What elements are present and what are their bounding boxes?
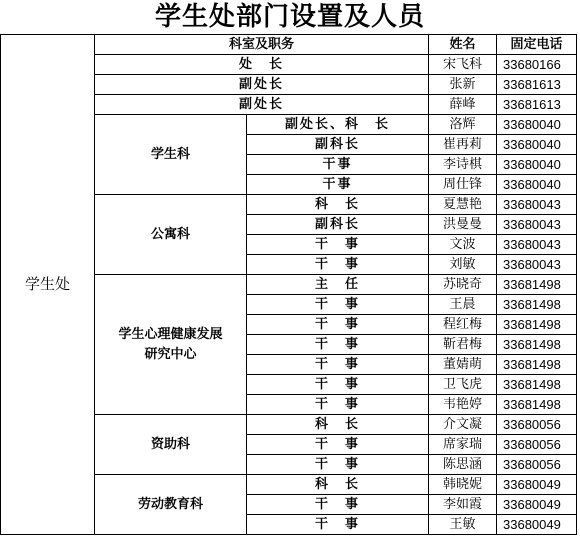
name-cell: 崔再莉: [429, 135, 497, 155]
position-cell: 干 事: [247, 495, 429, 515]
position-cell: 主 任: [247, 275, 429, 295]
section-name-cell: 劳动教育科: [95, 475, 247, 535]
position-cell: 副处长、科 长: [247, 115, 429, 135]
position-cell: 科 长: [247, 415, 429, 435]
page-title: 学生处部门设置及人员: [154, 2, 425, 32]
position-cell: 干事: [247, 175, 429, 195]
position-cell: 科 长: [247, 475, 429, 495]
name-cell: 靳君梅: [429, 335, 497, 355]
position-cell: 干 事: [247, 295, 429, 315]
phone-cell: 33680043: [497, 195, 577, 215]
header-position: 科室及职务: [95, 35, 429, 55]
header-row: [1, 35, 577, 55]
position-cell: 干 事: [247, 235, 429, 255]
name-cell: 刘敏: [429, 255, 497, 275]
name-cell: 卫飞虎: [429, 375, 497, 395]
phone-cell: 33680040: [497, 155, 577, 175]
name-cell: 席家瑞: [429, 435, 497, 455]
phone-cell: 33680043: [497, 255, 577, 275]
position-cell: 副科长: [247, 215, 429, 235]
phone-cell: 33680056: [497, 415, 577, 435]
phone-cell: 33681498: [497, 335, 577, 355]
name-cell: 薛峰: [429, 95, 497, 115]
section-name-cell: 学生科: [95, 115, 247, 195]
name-cell: 张新: [429, 75, 497, 95]
name-cell: 韦艳婷: [429, 395, 497, 415]
phone-cell: 33681498: [497, 375, 577, 395]
position-cell: 副处长: [95, 95, 429, 115]
position-cell: 处 长: [95, 55, 429, 75]
name-cell: 洛辉: [429, 115, 497, 135]
section-name-cell: 资助科: [95, 415, 247, 475]
name-cell: 介文凝: [429, 415, 497, 435]
name-cell: 夏慧艳: [429, 195, 497, 215]
phone-cell: 33681498: [497, 355, 577, 375]
phone-cell: 33680040: [497, 115, 577, 135]
phone-cell: 33680056: [497, 455, 577, 475]
position-cell: 干 事: [247, 335, 429, 355]
name-cell: 程红梅: [429, 315, 497, 335]
position-cell: 干 事: [247, 395, 429, 415]
name-cell: 陈思涵: [429, 455, 497, 475]
position-cell: 干 事: [247, 255, 429, 275]
name-cell: 李诗棋: [429, 155, 497, 175]
phone-cell: 33681498: [497, 395, 577, 415]
name-cell: 王晨: [429, 295, 497, 315]
header-phone: 固定电话: [497, 35, 577, 55]
section-name-cell: 公寓科: [95, 195, 247, 275]
phone-cell: 33681613: [497, 75, 577, 95]
department-cell: 学生处: [1, 35, 95, 535]
name-cell: 韩晓妮: [429, 475, 497, 495]
phone-cell: 33680043: [497, 235, 577, 255]
phone-cell: 33681498: [497, 275, 577, 295]
phone-cell: 33680049: [497, 495, 577, 515]
position-cell: 干 事: [247, 315, 429, 335]
position-cell: 副处长: [95, 75, 429, 95]
name-cell: 周仕锋: [429, 175, 497, 195]
section-name-cell: 学生心理健康发展 研究中心: [95, 275, 247, 415]
staff-table-body: [1, 35, 577, 535]
phone-cell: 33680043: [497, 215, 577, 235]
phone-cell: 33680056: [497, 435, 577, 455]
phone-cell: 33680049: [497, 515, 577, 535]
header-name: 姓名: [429, 35, 497, 55]
position-cell: 干 事: [247, 435, 429, 455]
position-cell: 副科长: [247, 135, 429, 155]
position-cell: 干 事: [247, 355, 429, 375]
name-cell: 洪曼曼: [429, 215, 497, 235]
name-cell: 宋飞科: [429, 55, 497, 75]
position-cell: 干 事: [247, 515, 429, 535]
position-cell: 干 事: [247, 455, 429, 475]
staff-table: [0, 34, 577, 535]
phone-cell: 33680049: [497, 475, 577, 495]
position-cell: 干事: [247, 155, 429, 175]
name-cell: 苏晓奇: [429, 275, 497, 295]
phone-cell: 33681613: [497, 95, 577, 115]
name-cell: 李如霞: [429, 495, 497, 515]
phone-cell: 33681498: [497, 315, 577, 335]
phone-cell: 33680040: [497, 135, 577, 155]
name-cell: 王敏: [429, 515, 497, 535]
phone-cell: 33680166: [497, 55, 577, 75]
phone-cell: 33680040: [497, 175, 577, 195]
name-cell: 董婧萌: [429, 355, 497, 375]
position-cell: 干 事: [247, 375, 429, 395]
position-cell: 科 长: [247, 195, 429, 215]
name-cell: 文波: [429, 235, 497, 255]
phone-cell: 33681498: [497, 295, 577, 315]
